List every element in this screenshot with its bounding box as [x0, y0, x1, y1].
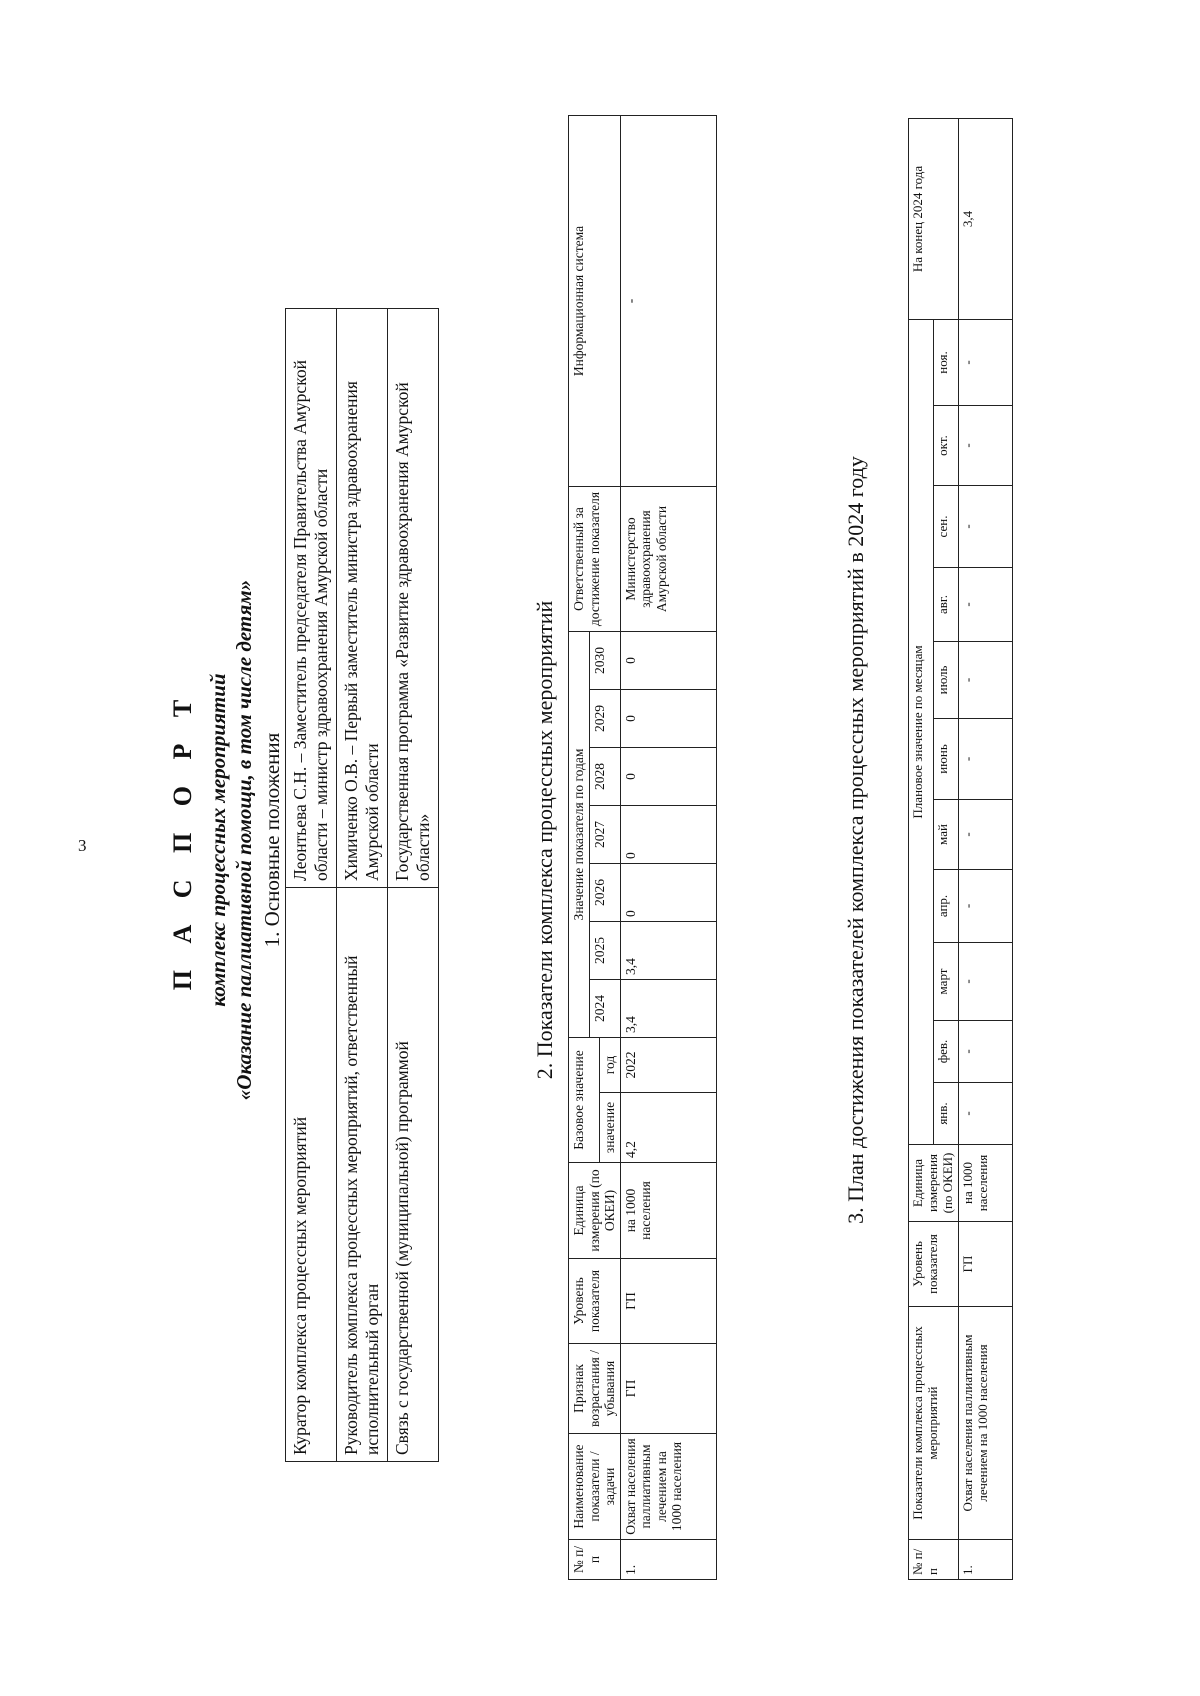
cell-value: 0	[620, 864, 716, 922]
cell-month-value: -	[958, 406, 1012, 486]
table-row	[388, 309, 439, 1462]
header-num: № п/п	[909, 1540, 959, 1580]
header-year: 2027	[589, 806, 620, 864]
cell-month-value: -	[958, 800, 1012, 870]
cell-end-value: 3,4	[958, 119, 1012, 320]
row-value: Государственная программа «Развитие здравоохранения Амурской области»	[388, 309, 439, 888]
header-year: 2026	[589, 864, 620, 922]
cell-month-value: -	[958, 568, 1012, 642]
cell-base-year: 2022	[620, 1038, 716, 1093]
header-month: ноя.	[933, 320, 958, 406]
header-month: май	[933, 800, 958, 870]
header-year: 2024	[589, 980, 620, 1038]
row-value: Химиченко О.В. – Первый заместитель министра здравоохранения Амурской области	[337, 309, 388, 888]
cell-name: Охват населения паллиативным лечением на 1000 населения	[620, 1434, 716, 1540]
complex-name: «Оказание паллиативной помощи, в том числе детям»	[232, 579, 256, 1101]
header-trend: Признак возрастания / убывания	[569, 1344, 621, 1434]
document-title: П А С П О Р Т	[168, 689, 197, 991]
plan-table	[908, 118, 1013, 1580]
cell-num: 1.	[958, 1540, 1012, 1580]
rotated-sheet	[70, 90, 1070, 1590]
header-level: Уровень показателя	[909, 1222, 959, 1307]
cell-month-value: -	[958, 1083, 1012, 1145]
cell-info-system: -	[620, 116, 716, 487]
page-number: 3	[78, 836, 87, 855]
section2-title: 2. Показатели комплекса процессных мероприятий	[532, 600, 557, 1080]
cell-name: Охват населения паллиативным лечением на 1000 населения	[958, 1307, 1012, 1540]
header-year: 2028	[589, 748, 620, 806]
header-info-system: Информационная система	[569, 116, 621, 487]
cell-month-value: -	[958, 320, 1012, 406]
header-month: янв.	[933, 1083, 958, 1145]
table-row	[286, 309, 337, 1462]
row-value: Леонтьева С.Н. – Заместитель председателя Правительства Амурской области – министр здравоохранения Амурской области	[286, 309, 337, 888]
table-row	[337, 309, 388, 1462]
document-subtitle: комплекс процессных мероприятий	[206, 673, 230, 1007]
header-base-value: значение	[600, 1093, 621, 1163]
cell-level: ГП	[620, 1259, 716, 1344]
indicators-table	[568, 115, 717, 1580]
cell-month-value: -	[958, 719, 1012, 800]
header-unit: Единица измерения (по ОКЕИ)	[569, 1163, 621, 1259]
main-provisions-table	[285, 308, 439, 1462]
header-num: № п/п	[569, 1540, 621, 1580]
table-row	[620, 116, 716, 1580]
header-year: 2025	[589, 922, 620, 980]
header-by-years: Значение показателя по годам	[569, 632, 590, 1038]
cell-trend: ГП	[620, 1344, 716, 1434]
cell-unit: на 1000 населения	[958, 1145, 1012, 1222]
cell-value: 0	[620, 806, 716, 864]
section1-title: 1. Основные положения	[260, 732, 284, 948]
cell-value: 0	[620, 690, 716, 748]
cell-month-value: -	[958, 943, 1012, 1021]
header-year: 2029	[589, 690, 620, 748]
header-year: 2030	[589, 632, 620, 690]
cell-responsible: Министерство здравоохранения Амурской области	[620, 487, 716, 632]
section3-title: 3. План достижения показателей комплекса процессных мероприятий в 2024 году	[843, 456, 868, 1224]
cell-unit: на 1000 населения	[620, 1163, 716, 1259]
header-level: Уровень показателя	[569, 1259, 621, 1344]
header-plan: Плановое значение по месяцам	[909, 320, 934, 1145]
header-name: Наименование показатели /задачи	[569, 1434, 621, 1540]
row-label: Куратор комплекса процессных мероприятий	[286, 888, 337, 1462]
cell-num: 1.	[620, 1540, 716, 1580]
cell-value: 3,4	[620, 922, 716, 980]
header-month: окт.	[933, 406, 958, 486]
cell-base-value: 4,2	[620, 1093, 716, 1163]
cell-month-value: -	[958, 1021, 1012, 1083]
header-month: апр.	[933, 870, 958, 943]
cell-month-value: -	[958, 870, 1012, 943]
header-month: авг.	[933, 568, 958, 642]
header-month: фев.	[933, 1021, 958, 1083]
table-row	[958, 119, 1012, 1580]
header-month: сен.	[933, 486, 958, 568]
cell-month-value: -	[958, 486, 1012, 568]
row-label: Руководитель комплекса процессных мероприятий, ответственный исполнительный орган	[337, 888, 388, 1462]
cell-level: ГП	[958, 1222, 1012, 1307]
header-end: На конец 2024 года	[909, 119, 959, 320]
header-responsible: Ответственный за достижение показателя	[569, 487, 621, 632]
header-base-year: год	[600, 1038, 621, 1093]
header-unit: Единица измерения (по ОКЕИ)	[909, 1145, 959, 1222]
cell-value: 0	[620, 632, 716, 690]
header-month: март	[933, 943, 958, 1021]
row-label: Связь с государственной (муниципальной) программой	[388, 888, 439, 1462]
header-name: Показатели комплекса процессных мероприятий	[909, 1307, 959, 1540]
cell-value: 3,4	[620, 980, 716, 1038]
header-base: Базовое значение	[569, 1038, 600, 1163]
cell-value: 0	[620, 748, 716, 806]
cell-month-value: -	[958, 642, 1012, 719]
header-month: июль	[933, 642, 958, 719]
header-month: июнь	[933, 719, 958, 800]
